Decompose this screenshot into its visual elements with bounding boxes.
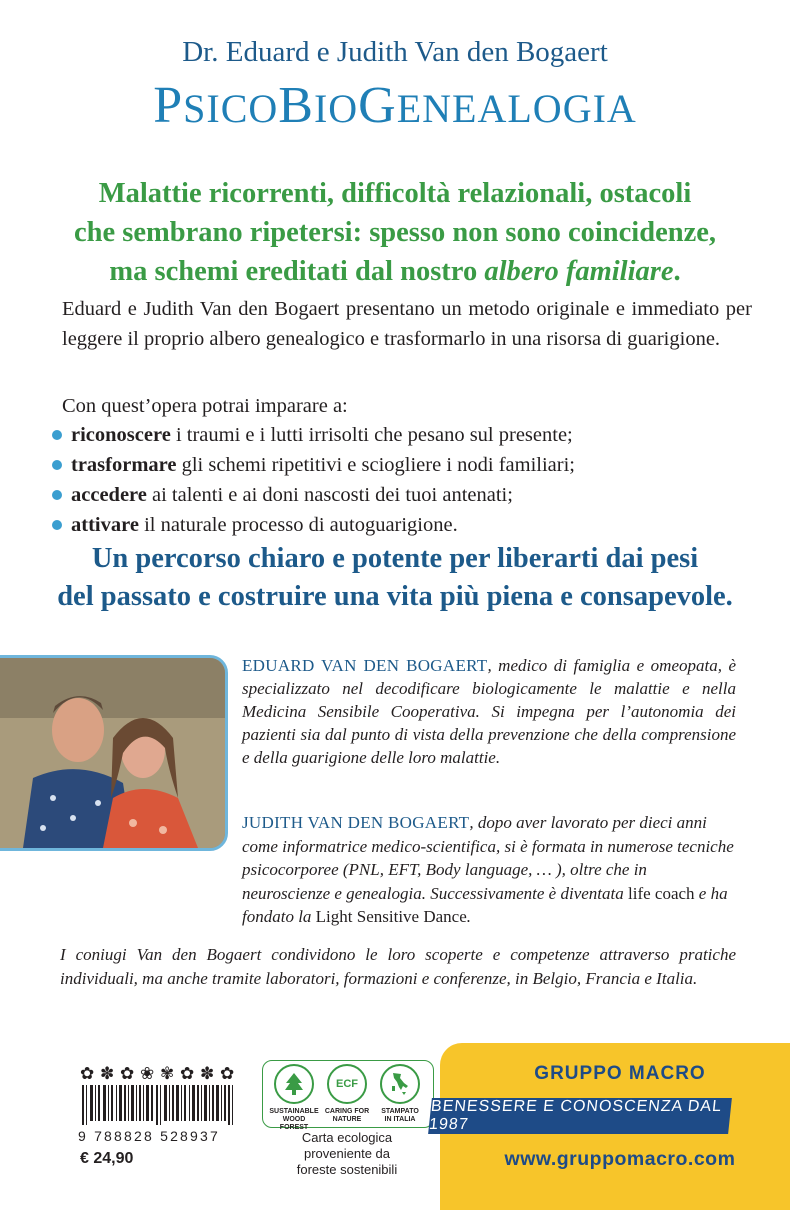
tree-icon: [274, 1064, 314, 1104]
list-keyword: trasformare: [71, 454, 177, 476]
bio-term: life coach: [628, 883, 695, 903]
hook-line: [40, 252, 750, 291]
bullet-icon: [52, 460, 62, 470]
list-keyword: attivare: [71, 514, 139, 536]
italy-map-icon: [380, 1064, 420, 1104]
svg-text:✿: ✿: [80, 1064, 95, 1084]
publisher-name: GRUPPO MACRO: [534, 1063, 706, 1084]
svg-text:✽: ✽: [100, 1064, 115, 1084]
cert-label: STAMPATO: [381, 1108, 419, 1115]
hook-line: Malattie ricorrenti, difficoltà relazionali, ostacoli: [98, 178, 692, 209]
list-lead: Con quest’opera potrai imparare a:: [62, 395, 348, 417]
paper-note-line: Carta ecologica: [301, 1130, 393, 1145]
ecf-badge: ECF: [336, 1078, 358, 1090]
title-part: B: [278, 77, 314, 134]
cert-label: NATURE: [332, 1116, 362, 1123]
cert-label: CARING FOR: [324, 1108, 370, 1115]
hook-text: [40, 174, 750, 291]
list-item: [52, 450, 752, 480]
bio-text: , medico di famiglia e omeopata, è specializzato nel decodificare biologicamente le malattie e nella Medicina Sensibile Cooperativa. Si impegna per l’autonomia dei pazienti sia dal punto di vista della prevenzione che della comprensione e della guarigione delle loro malattie.: [242, 656, 736, 767]
svg-text:❀: ❀: [140, 1064, 155, 1084]
svg-text:✿: ✿: [180, 1064, 195, 1084]
title-part: SICO: [183, 86, 279, 131]
publisher-slogan: [428, 1098, 732, 1134]
cert-label: IN ITALIA: [384, 1116, 416, 1123]
author-name: JUDITH VAN DEN BOGAERT: [242, 813, 470, 832]
authors-photo-illustration: [0, 658, 225, 848]
list-text: ai talenti e ai doni nascosti dei tuoi antenati;: [146, 484, 513, 506]
list-text: i traumi e i lutti irrisolti che pesano sul presente;: [170, 424, 573, 446]
svg-text:✿: ✿: [120, 1064, 135, 1084]
list-keyword: riconoscere: [71, 424, 171, 446]
paper-note-line: foreste sostenibili: [296, 1162, 398, 1177]
title-part: P: [153, 77, 184, 134]
hook-emphasis: albero familiare: [484, 256, 674, 287]
title-part: ENEALOGIA: [396, 86, 637, 131]
svg-text:✽: ✽: [200, 1064, 215, 1084]
list-text: gli schemi ripetitivi e sciogliere i nodi familiari;: [176, 454, 575, 476]
bullet-icon: [52, 430, 62, 440]
cert-label: SUSTAINABLE: [269, 1108, 319, 1115]
list-item: [52, 420, 752, 450]
list-keyword: accedere: [71, 484, 147, 506]
hook-line-part: .: [673, 256, 681, 287]
svg-text:✿: ✿: [220, 1064, 235, 1084]
price: € 24,90: [80, 1150, 134, 1167]
isbn-number: 9 788828 528937: [78, 1128, 220, 1144]
publisher-website[interactable]: www.gruppomacro.com: [504, 1148, 736, 1170]
authors-line: Dr. Eduard e Judith Van den Bogaert: [182, 36, 608, 68]
title-part: IO: [313, 86, 359, 131]
list-item: [52, 480, 752, 510]
paper-note: [262, 1130, 432, 1178]
cert-sustainable: [268, 1064, 320, 1132]
bio-judith: [242, 811, 736, 929]
bio-text: , dopo aver lavorato per dieci anni come informatrice medico-scientifica, si è formata in numerose tecniche psicocorporee (PNL, EFT, Body language, … ), oltre che in neuroscienze e genealogia. Successivamente è diventata: [242, 813, 734, 903]
hook-line-part: ma schemi ereditati dal nostro: [109, 256, 485, 287]
bio-eduard: [242, 654, 736, 769]
paper-note-line: proveniente da: [303, 1146, 390, 1161]
barcode: [80, 1063, 250, 1163]
bullet-icon: [52, 520, 62, 530]
bio-term: Light Sensitive Dance: [315, 907, 467, 926]
svg-text:✾: ✾: [160, 1064, 175, 1084]
closing-statement: [30, 540, 760, 616]
cert-ecf: [321, 1064, 373, 1124]
title-part: G: [358, 77, 397, 134]
benefits-list: [52, 420, 752, 540]
barcode-graphic: [80, 1063, 250, 1127]
bullet-icon: [52, 490, 62, 500]
authors-photo: [0, 655, 228, 851]
bio-text: e ha fondato la: [242, 883, 728, 926]
bio-text: .: [466, 907, 471, 926]
book-title: [0, 76, 790, 139]
publisher-slogan-text: BENESSERE E CONOSCENZA DAL 1987: [428, 1098, 723, 1133]
hook-line: che sembrano ripetersi: spesso non sono coincidenze,: [73, 217, 716, 248]
bio-couple: I coniugi Van den Bogaert condividono le loro scoperte e competenze attraverso pratiche individuali, ma anche tramite laboratori, formazioni e conferenze, in Belgio, Francia e Italia.: [60, 945, 736, 988]
closing-line: Un percorso chiaro e potente per liberarti dai pesi: [91, 543, 699, 574]
ecf-icon: [327, 1064, 367, 1104]
list-item: [52, 510, 752, 540]
author-name: EDUARD VAN DEN BOGAERT: [242, 656, 488, 675]
cert-italy: [374, 1064, 426, 1124]
list-text: il naturale processo di autoguarigione.: [138, 514, 458, 536]
intro-paragraph: Eduard e Judith Van den Bogaert presentano un metodo originale e immediato per leggere il proprio albero genealogico e trasformarlo in una risorsa di guarigione.: [62, 298, 752, 350]
cert-label: WOOD FOREST: [279, 1116, 309, 1131]
closing-line: del passato e costruire una vita più piena e consapevole.: [57, 581, 733, 612]
